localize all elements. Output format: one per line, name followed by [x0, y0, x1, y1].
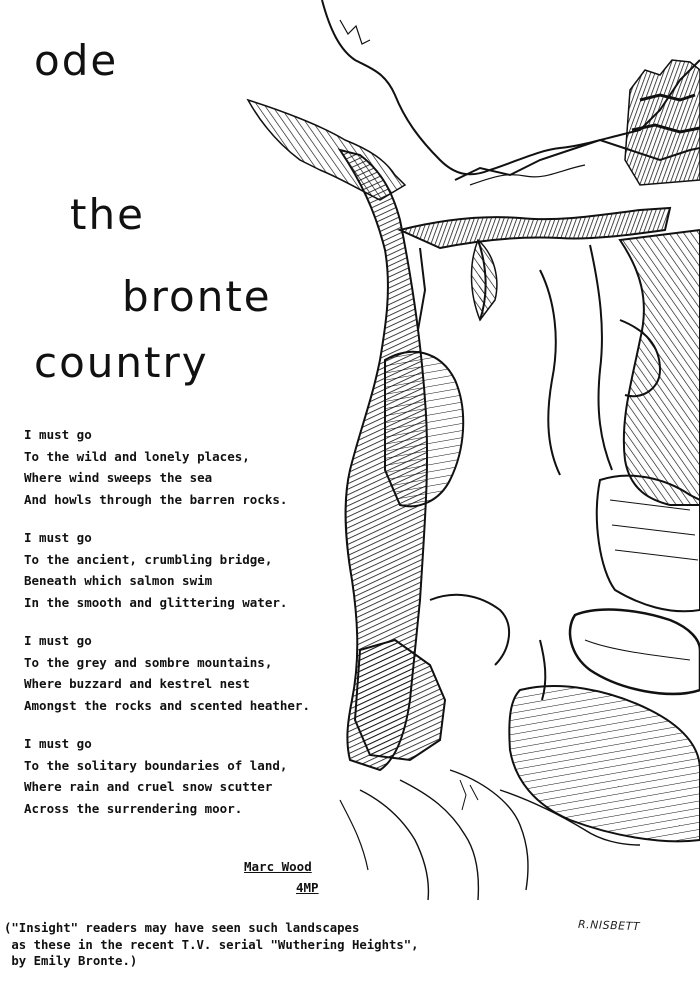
poem-line: I must go: [24, 530, 92, 545]
author-name: Marc Wood: [244, 859, 312, 874]
poem-line: To the ancient, crumbling bridge,: [24, 551, 273, 567]
poem-stanza: [24, 527, 360, 613]
poem-line: Beneath which salmon swim: [24, 573, 213, 588]
poem-line: Across the surrendering moor.: [24, 800, 243, 816]
poem-stanza: [24, 630, 360, 716]
author-form: 4MP: [296, 880, 319, 895]
poem-line: In the smooth and glittering water.: [24, 594, 288, 610]
footnote-line: by Emily Bronte.): [4, 954, 138, 968]
poem-line: To the solitary boundaries of land,: [24, 757, 288, 773]
footnote-line: ("Insight" readers may have seen such landscapes: [4, 921, 360, 935]
poem-line: To the grey and sombre mountains,: [24, 654, 273, 670]
title-word-the: the: [70, 190, 145, 239]
poem-line: I must go: [24, 736, 92, 751]
poem-line: Where buzzard and kestrel nest: [24, 676, 250, 691]
poem-line: I must go: [24, 427, 92, 442]
title-word-ode: ode: [34, 36, 119, 85]
title-word-country: country: [34, 338, 209, 387]
poem-line: Where wind sweeps the sea: [24, 470, 213, 485]
author-credit: [244, 856, 319, 898]
artist-signature: R.NISBETT: [577, 917, 641, 934]
footnote: [4, 920, 419, 970]
title-word-bronte: bronte: [122, 272, 272, 321]
footnote-line: as these in the recent T.V. serial "Wuthering Heights",: [4, 937, 419, 952]
poem-stanza: [24, 733, 360, 819]
poem-line: Where rain and cruel snow scutter: [24, 779, 273, 794]
poem-line: And howls through the barren rocks.: [24, 491, 288, 507]
poem-line: Amongst the rocks and scented heather.: [24, 697, 310, 713]
poem-line: To the wild and lonely places,: [24, 448, 250, 464]
poem-stanza: [24, 424, 360, 510]
poem-line: I must go: [24, 633, 92, 648]
